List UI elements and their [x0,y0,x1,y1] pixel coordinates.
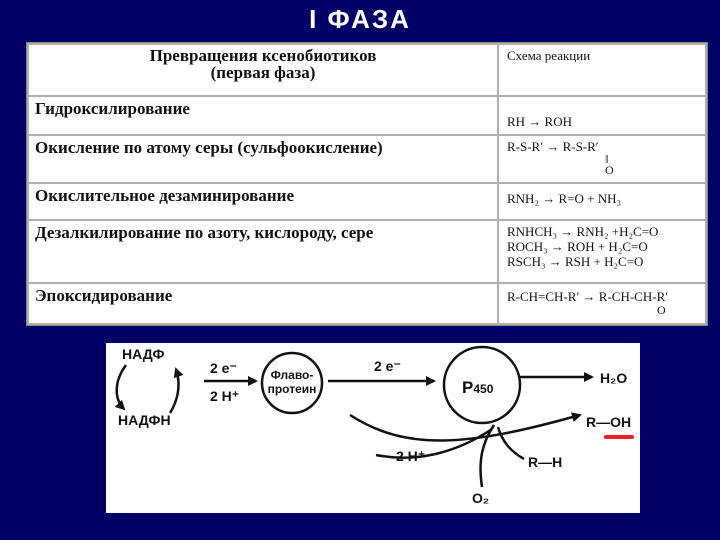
process-name: Окисление по атому серы (сульфоокисление) [35,138,383,158]
table-row [28,283,706,325]
two-electrons-mid-label: 2 e⁻ [374,358,401,374]
table-row [28,220,706,282]
p450-label: P450 [462,378,494,397]
header-transformations [28,44,498,96]
oxygen-label: O₂ [472,490,490,506]
reaction-line: RH → ROH [507,113,573,129]
epoxide-oxygen: O [657,302,666,317]
reaction-line: RNH₂ → R=O + NH₃ [507,190,622,206]
slide-title: I ФАЗА [309,4,411,34]
process-name: Окислительноe дезаминирование [35,185,294,205]
process-name: Гидроксилирование [35,98,190,118]
process-name: Эпоксидирование [35,285,173,305]
reaction-line: R-S-R′ → R-S-R′ [507,139,599,155]
table-header-row [28,44,706,96]
diagram-svg [106,343,640,513]
flavoprotein-label-line2: протеин [267,382,317,396]
process-name: Дезалкилирование по азоту, кислороду, сере [35,223,374,243]
two-electrons-left-label: 2 e⁻ [210,360,237,376]
header-left-line2: (первая фаза) [210,63,316,82]
oxygen-mark: O [605,163,614,178]
reaction-line: ROCH₃ → ROH + H₂C=O [507,239,648,255]
double-bond-mark: ‖ [605,152,609,167]
header-left-line1: Превращения ксенобиотиков [149,46,377,65]
xenobiotics-table-panel [26,42,708,326]
xenobiotics-table [27,43,707,325]
two-protons-left-label: 2 H⁺ [210,388,240,404]
water-label: H₂O [600,370,628,386]
rh-label: R—H [528,454,563,470]
nadfn-to-nadf-arrow [170,369,178,413]
table-row [28,183,706,220]
table-row [28,135,706,183]
roh-label: R—OH [586,414,632,430]
electron-transport-diagram [106,343,640,513]
roh-highlight [604,435,634,439]
reaction-line: R-CH=CH-R′ → R-CH-CH-R′ [507,288,669,304]
two-protons-bottom-label: 2 H⁺ [396,448,426,464]
reaction-line: RNHCH₃ → RNH₂ +H₂C=O [507,224,659,240]
table-row [28,96,706,135]
nadf-to-nadfn-arrow [117,365,126,409]
nadfn-label: НАДФН [118,412,171,428]
nadf-label: НАДФ [122,346,165,362]
header-reaction-scheme: Схема реакции [498,44,706,96]
reaction-line: RSCH₃ → RSH + H₂C=O [507,254,644,270]
flavoprotein-label-line1: Флаво- [270,368,314,382]
